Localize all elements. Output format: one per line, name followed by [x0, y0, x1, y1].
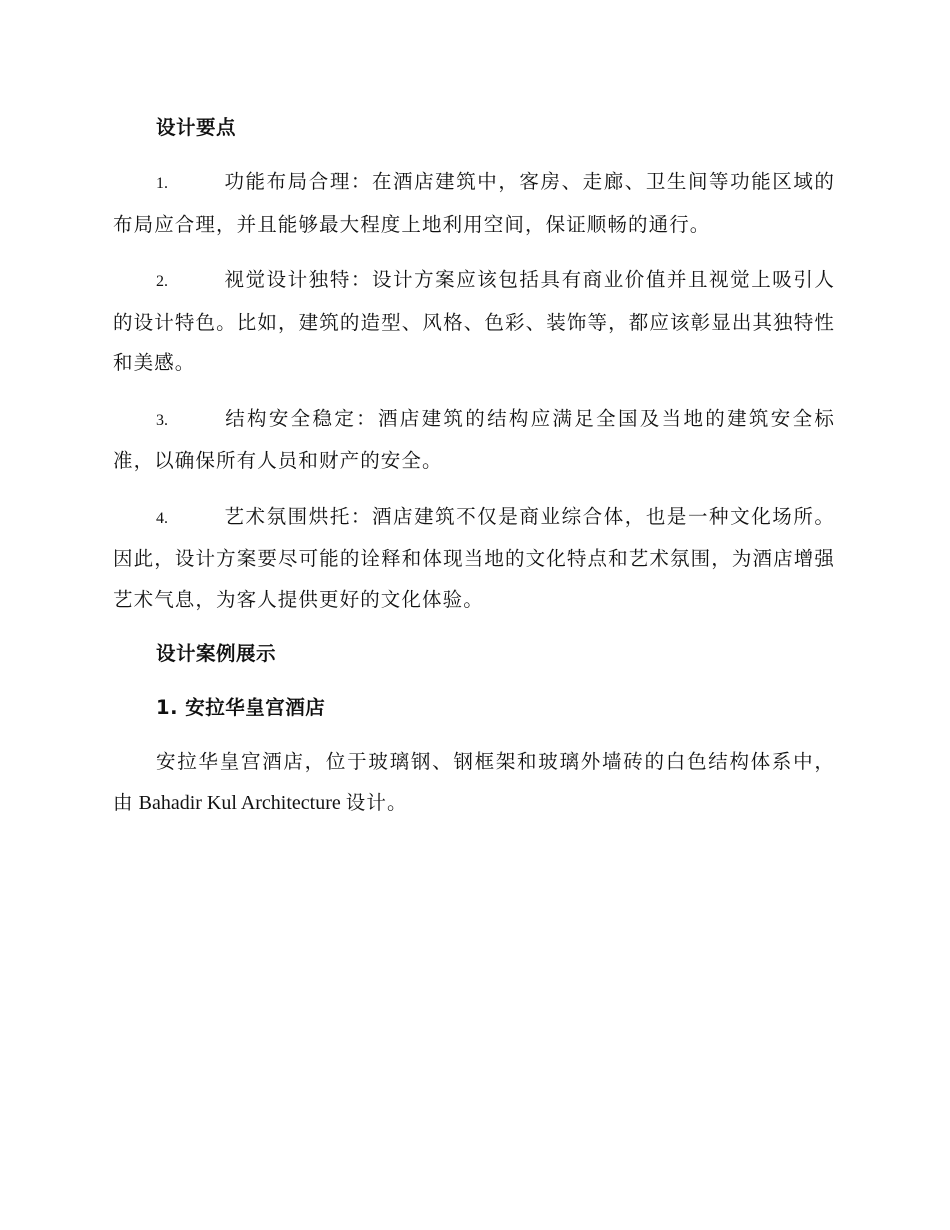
case-architect: Bahadir Kul Architecture [133, 791, 346, 814]
case-text-after: 设计。 [345, 790, 408, 814]
point-number: 4. [156, 509, 168, 527]
document-page [113, 108, 835, 823]
point-text: 功能布局合理：在酒店建筑中，客房、走廊、卫生间等功能区域的布局应合理，并且能够最大程度上地利用空间，保证顺畅的通行。 [113, 170, 835, 236]
point-number: 2. [156, 273, 168, 290]
point-text: 艺术氛围烘托：酒店建筑不仅是商业综合体，也是一种文化场所。因此，设计方案要尽可能的诠释和体现当地的文化特点和艺术氛围，为酒店增强艺术气息，为客人提供更好的文化体验。 [113, 504, 835, 611]
point-number: 3. [156, 411, 168, 429]
heading-design-cases: 设计案例展示 [156, 642, 277, 665]
point-item-1 [113, 162, 835, 245]
case-description [113, 742, 835, 823]
case-title: 1. 安拉华皇宫酒店 [156, 696, 326, 719]
point-text: 视觉设计独特：设计方案应该包括具有商业价值并且视觉上吸引人的设计特色。比如，建筑的造型、风格、色彩、装饰等，都应该彰显出其独特性和美感。 [113, 268, 835, 374]
heading-design-points: 设计要点 [156, 116, 237, 139]
case-text-before: 安拉华皇宫酒店，位于玻璃钢、钢框架和玻璃外墙砖的白色结构体系中，由 [113, 750, 835, 814]
point-number: 1. [156, 175, 168, 192]
point-item-3 [113, 399, 835, 482]
point-item-4 [113, 497, 835, 621]
point-item-2 [113, 260, 835, 384]
point-text: 结构安全稳定：酒店建筑的结构应满足全国及当地的建筑安全标准，以确保所有人员和财产的安全。 [113, 406, 835, 472]
